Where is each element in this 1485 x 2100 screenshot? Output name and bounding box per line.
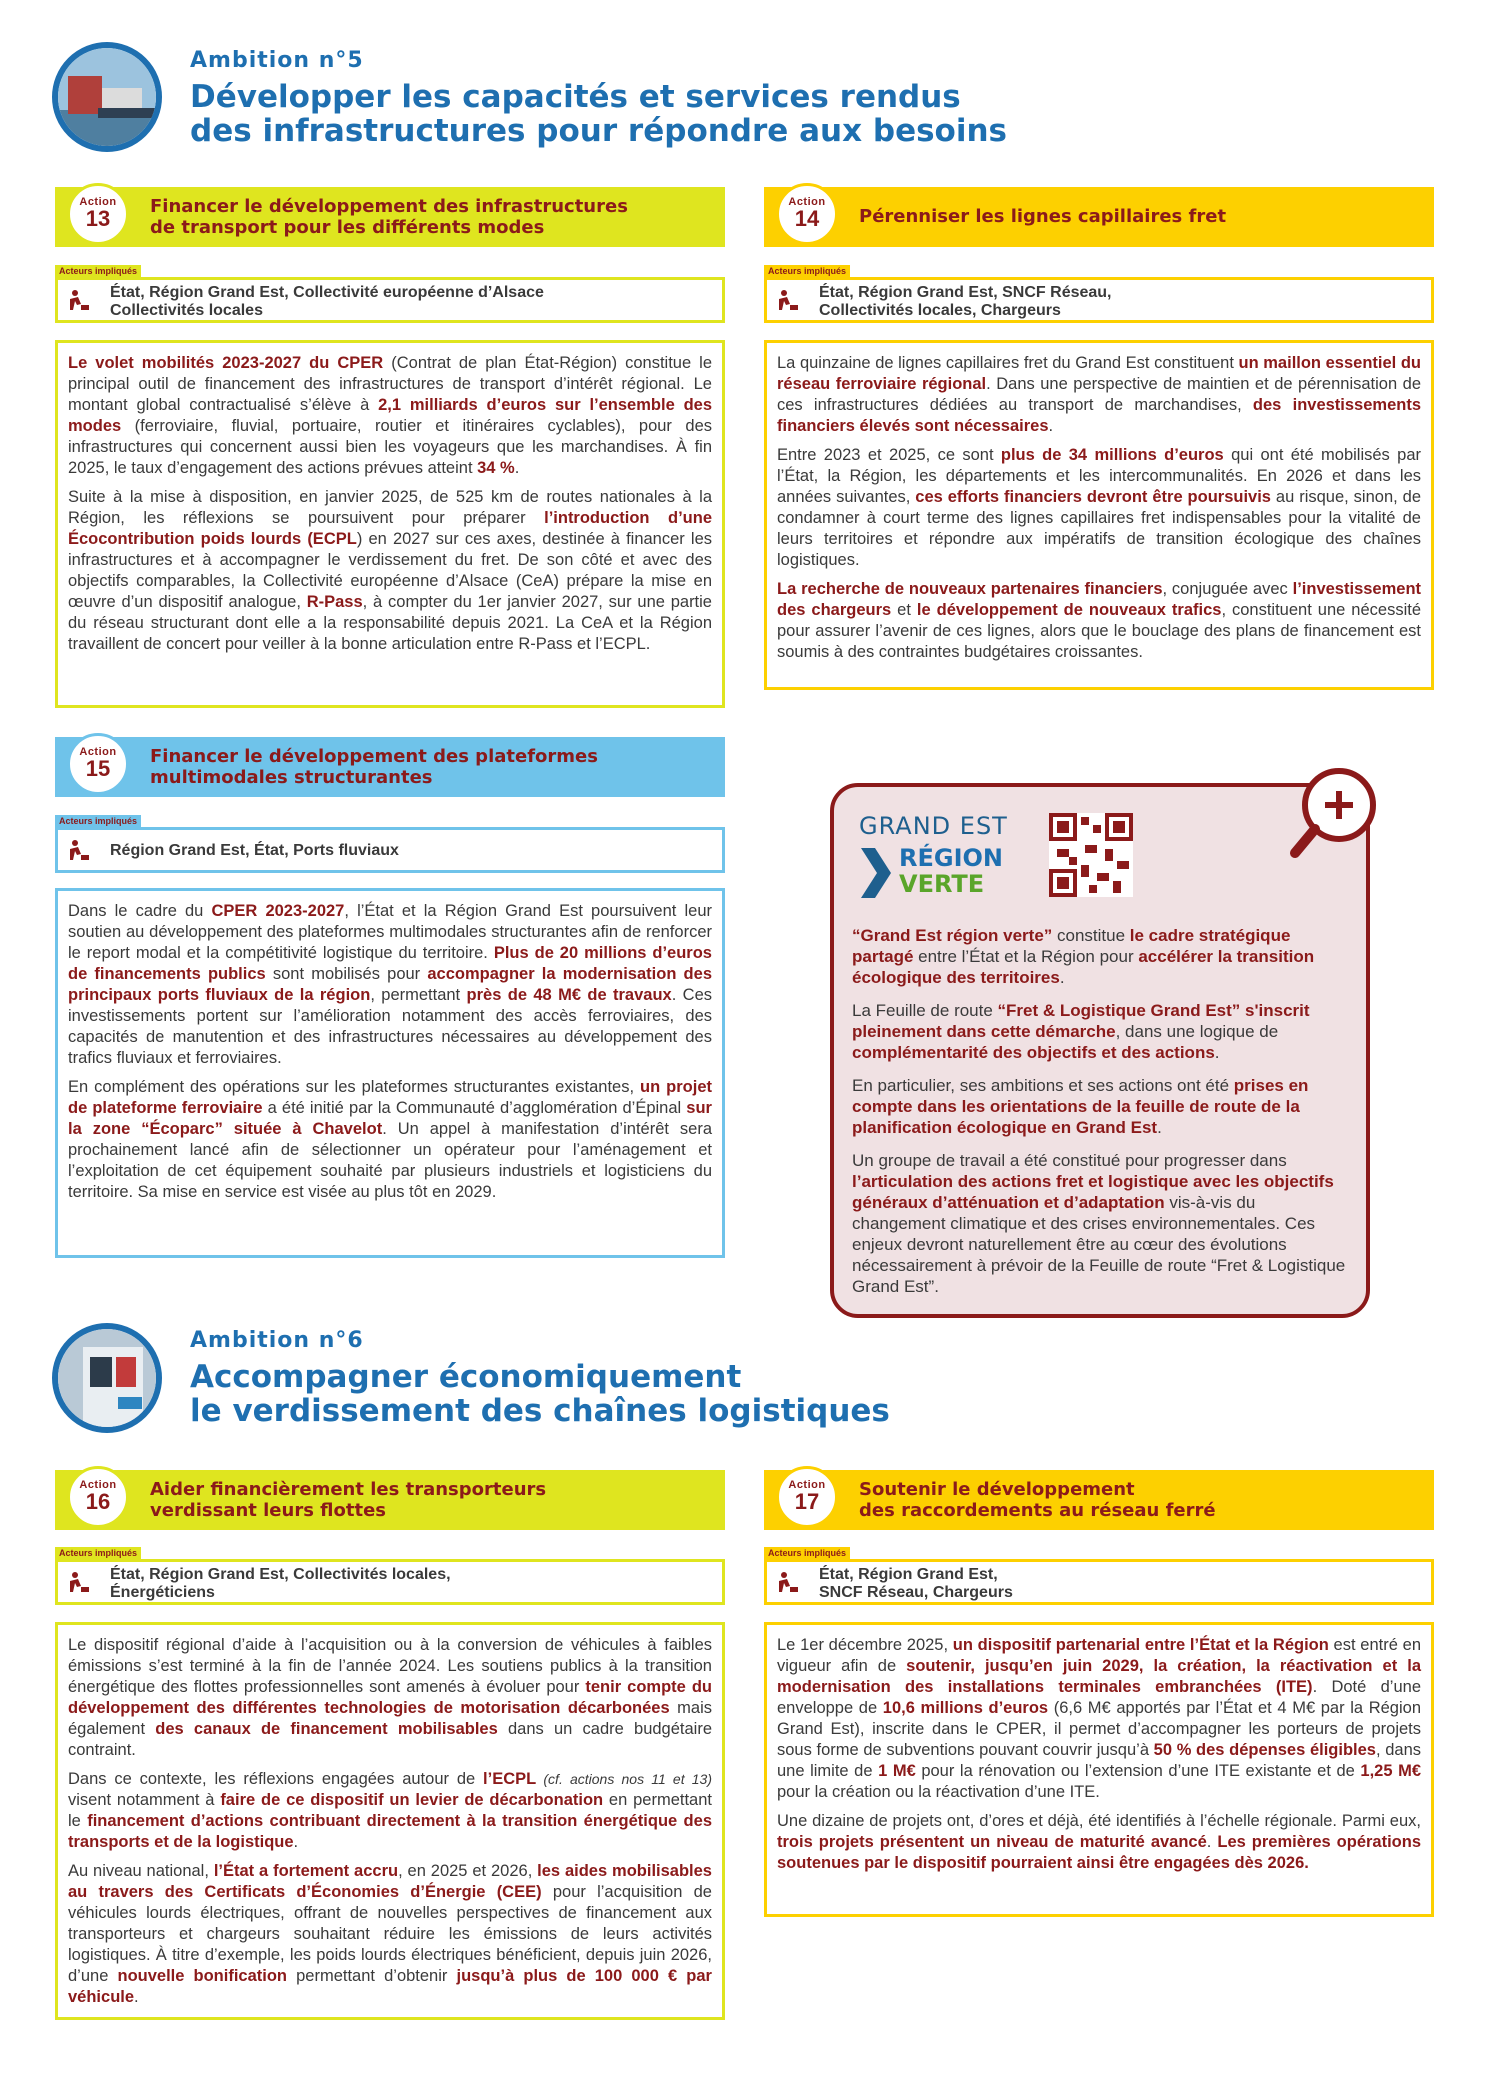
action14-title [859,206,1226,227]
highlight-text: des canaux de financement mobilisables [155,1720,498,1738]
action16-actors-line2: Énergéticiens [110,1584,215,1601]
action15-title-line2: multimodales structurantes [150,767,433,788]
action13-title-line2: de transport pour les différents modes [150,217,545,238]
action14-number: 14 [794,206,820,231]
magnifier-plus-icon [1289,767,1379,867]
body-text: vis-à-vis du changement climatique et des crises environnementales. Ces enjeux devront naturellement être au cœur des évolutions nécessairement à prévoir de la Feuille de route “Fret & Logistique Grand Est”. [852,1193,1346,1296]
body-text: . Un appel à manifestation d’intérêt sera prochainement lancé afin de sélectionner un opérateur pour l’aménagement et l’exploitation de cet équipement souhaité par plusieurs industriels et logisticiens du territoire. Sa mise en service est visée au plus tôt en 2029. [68,1120,712,1201]
ambition6-title-line1: Accompagner économiquement [190,1359,742,1395]
action15-paragraph [68,1077,712,1203]
body-text: et [891,601,917,619]
action15-number: 15 [85,756,111,781]
action17-actors-box [764,1559,1434,1605]
action13-actors-tag: Acteurs impliqués [55,265,141,277]
highlight-text: Les premières opérations soutenues par le dispositif pourraient ainsi être engagées dès 2026. [777,1833,1422,1872]
highlight-text: 2,1 milliards d’euros sur l’ensemble des modes [68,396,712,435]
body-text: (Contrat de plan État-Région) constitue le principal outil de financement des infrastructures de transport d’intérêt régional. Le montant global contractualisé s’élève à [68,354,713,414]
highlight-text: 34 % [477,459,515,477]
body-text: . [514,459,520,477]
body-text: . Doté d’une enveloppe de [777,1678,1422,1717]
body-text: La Feuille de route [852,1001,998,1020]
ambition5-title-line1: Développer les capacités et services rendus [190,79,961,115]
body-text: Le 1er décembre 2025, [777,1636,953,1654]
action15-paragraph [68,901,712,1069]
action17-actors-line1: État, Région Grand Est, [819,1566,998,1583]
body-text: Une dizaine de projets ont, d’ores et déjà, été identifiés à l’échelle régionale. Parmi eux, [777,1812,1421,1830]
highlight-text: La recherche de nouveaux partenaires financiers [777,580,1163,598]
region-verte-paragraph [852,925,1352,988]
body-text: . [293,1833,299,1851]
action13-title-line1: Financer le développement des infrastructures [150,196,628,217]
action14-body [764,340,1434,690]
action13-actors-line1: État, Région Grand Est, Collectivité européenne d’Alsace [110,284,544,301]
action13-header [55,187,725,247]
action14-actors-line1: État, Région Grand Est, SNCF Réseau, [819,284,1112,301]
region-verte-paragraph [852,1000,1352,1063]
action17-title-line1: Soutenir le développement [859,1479,1135,1500]
action17-body [764,1622,1434,1917]
action13-actors-line2: Collectivités locales [110,302,263,319]
action13-badge [67,183,129,245]
worker-icon [66,838,90,862]
action13-body [55,340,725,708]
action14-paragraph [777,353,1421,437]
body-text: Dans le cadre du [68,902,212,920]
body-text: pour l’acquisition de véhicules lourds électriques, offrant de nouvelles perspectives de financement aux transporteurs et chargeurs souhaitant réduire les émissions de leurs activités logistiques. À titre d’exemple, les poids lourds électriques bénéficient, depuis juin 2026, d’une [68,1883,712,1985]
action17-actors-tag: Acteurs impliqués [764,1547,850,1559]
body-text: visent notamment à [68,1791,221,1809]
worker-icon [66,1570,90,1594]
highlight-text: soutenir, jusqu’en juin 2029, la création, la réactivation et la modernisation des installations terminales embranchées (ITE) [777,1657,1421,1696]
action15-body [55,888,725,1258]
body-text: (ferroviaire, fluvial, portuaire, routier et itinéraires cyclables), pour des infrastructures qui concernent aussi bien les voyageurs que les marchandises. À fin 2025, le taux d’engagement des actions prévues atteint [68,417,712,477]
body-text: a été initié par la Communauté d’agglomération d’Épinal [262,1099,687,1117]
highlight-text: faire de ce dispositif un levier de décarbonation [220,1791,604,1809]
body-text: . Ces investissements portent sur l’amélioration notamment des accès ferroviaires, des capacités de manutention et des infrastructures nécessaires au développement des trafics fluviaux et ferroviaires. [68,986,712,1067]
region-verte-paragraph [852,1075,1352,1138]
highlight-text: l’ECPL [483,1770,537,1788]
body-text: . [1048,417,1054,435]
highlight-text: prises en compte dans les orientations de la feuille de route de la planification écologique en Grand Est [852,1076,1309,1137]
region-verte-box [830,783,1370,1318]
body-text: Au niveau national, [68,1862,214,1880]
action17-title-line2: des raccordements au réseau ferré [859,1500,1216,1521]
ambition5-title-line2: des infrastructures pour répondre aux besoins [190,113,1007,149]
body-text: en permettant le [68,1791,712,1830]
body-text: , permettant [370,986,467,1004]
highlight-text: accélérer la transition écologique des territoires [852,947,1315,987]
body-text: pour la rénovation ou l’extension d’une ITE existante et de [915,1762,1361,1780]
action17-paragraph [777,1635,1421,1803]
body-text: , l’État et la Région Grand Est poursuivent leur soutien au développement des plateformes multimodales structurantes afin de renforcer le report modal et la compétitivité logistique du territoire. [68,902,712,962]
worker-icon [66,288,90,312]
action14-badge [776,183,838,245]
highlight-text: l’articulation des actions fret et logistique avec les objectifs généraux d’atténuation et d’adaptation [852,1172,1334,1212]
highlight-text: plus de 34 millions d’euros [1000,446,1224,464]
action16-number: 16 [85,1489,111,1514]
action17-word: Action [788,1479,826,1491]
body-text: Dans ce contexte, les réflexions engagées autour de [68,1770,484,1788]
body-text: mais également [68,1699,712,1738]
highlight-text: un projet de plateforme ferroviaire [68,1078,713,1117]
action17-number: 17 [794,1489,820,1514]
logo-line2: RÉGION [899,844,1003,872]
action14-actors [819,284,1112,320]
region-verte-text [852,925,1352,1309]
highlight-text: l’État a fortement accru [213,1862,399,1880]
highlight-text: “Fret & Logistique Grand Est” s'inscrit pleinement dans cette démarche [852,1001,1310,1041]
highlight-text: 1 M€ [878,1762,916,1780]
highlight-text: ces efforts financiers devront être poursuivis [915,488,1271,506]
body-text: Entre 2023 et 2025, ce sont [777,446,1001,464]
action16-paragraph [68,1769,712,1853]
highlight-text: 10,6 millions d’euros [882,1699,1049,1717]
highlight-text: “Grand Est région verte” [852,926,1053,945]
action17-title [859,1479,1216,1521]
body-text: , constituent une nécessité pour assurer l’avenir de ces lignes, alors que le bouclage des plans de financement est soumis à des contraintes budgétaires croissantes. [777,601,1421,661]
body-text: (6,6 M€ apportés par l’État et 4 M€ par la Région Grand Est), inscrite dans le CPER, il permet d’accompagner les porteurs de projets sous forme de subventions pouvant couvrir jusqu’à [777,1699,1421,1759]
action17-paragraph [777,1811,1421,1874]
body-text: sont mobilisés pour [265,965,428,983]
qr-code-icon[interactable] [1049,813,1133,897]
action17-actors [819,1566,1013,1602]
body-text: permettant d’obtenir [287,1967,457,1985]
body-text: . [1214,1043,1220,1062]
highlight-text: les aides mobilisables au travers des Certificats d’Économies d’Énergie (CEE) [68,1862,712,1901]
region-verte-paragraph [852,1150,1352,1297]
action17-badge [776,1466,838,1528]
highlight-text: le développement de nouveaux trafics [916,601,1222,619]
highlight-text: R-Pass [306,593,363,611]
action13-paragraph [68,353,712,479]
highlight-text: un maillon essentiel du réseau ferroviaire régional [777,354,1421,393]
body-text: . Dans une perspective de maintien et de pérennisation de ces infrastructures dédiées au transport de marchandises, [777,375,1421,414]
action16-actors [110,1566,451,1602]
body-text: Suite à la mise à disposition, en janvier 2025, de 525 km de routes nationales à la Région, les réflexions se poursuivent pour préparer [68,488,712,527]
action15-actors-tag: Acteurs impliqués [55,815,141,827]
body-text: au risque, sinon, de condamner à court terme des lignes capillaires fret indispensables pour la vitalité de leurs territoires et répondre aux impératifs de transition écologique des chaînes logistiques. [777,488,1421,569]
action15-actors [110,842,399,860]
body-text: En complément des opérations sur les plateformes structurantes existantes, [68,1078,641,1096]
action16-actors-tag: Acteurs impliqués [55,1547,141,1559]
highlight-text: accompagner la modernisation des principaux ports fluviaux de la région [68,965,712,1004]
action16-word: Action [79,1479,117,1491]
action16-badge [67,1466,129,1528]
body-text: , à compter du 1er janvier 2027, sur une partie du réseau structurant dont elle a la responsabilité depuis 2021. La CeA et la Région travaillent de concert pour veiller à la bonne articulation entre R-Pass et l’ECPL. [68,593,712,653]
body-text: , en 2025 et 2026, [398,1862,538,1880]
body-text: . [134,1988,139,2006]
ambition5-photo [52,42,162,152]
highlight-text: des investissements financiers élevés sont nécessaires [777,396,1422,435]
action17-header [764,1470,1434,1530]
ambition6-photo [52,1323,162,1433]
body-text: entre l’État et la Région pour [913,947,1139,966]
body-text: . [1157,1118,1162,1137]
action14-word: Action [788,196,826,208]
action16-title-line1: Aider financièrement les transporteurs [150,1479,547,1500]
body-text: dans un cadre budgétaire contraint. [68,1720,712,1759]
body-text: . [1206,1833,1218,1851]
highlight-text: 1,25 M€ [1360,1762,1422,1780]
action14-actors-tag: Acteurs impliqués [764,265,850,277]
action13-title [150,196,628,238]
body-text: , dans une limite de [777,1741,1422,1780]
highlight-text: Le volet mobilités 2023-2027 du CPER [68,354,384,372]
ambition5-title [190,80,1007,148]
body-text: Un groupe de travail a été constitué pour progresser dans [852,1151,1287,1170]
body-text: est entré en vigueur afin de [777,1636,1421,1675]
highlight-text: sur la zone “Écoparc” située à Chavelot [68,1099,712,1138]
highlight-text: financement d’actions contribuant directement à la transition énergétique des transports et de la logistique [68,1812,712,1851]
body-text: (cf. actions nos 11 et 13) [536,1771,712,1787]
body-text: constitue [1052,926,1130,945]
ambition6-label: Ambition n°6 [190,1328,364,1353]
action16-paragraph [68,1861,712,2008]
action16-actors-line1: État, Région Grand Est, Collectivités locales, [110,1566,451,1583]
action14-actors-box [764,277,1434,323]
region-verte-logo [859,812,1049,902]
action16-actors-box [55,1559,725,1605]
action15-title-line1: Financer le développement des plateformes [150,746,598,767]
ambition6-title-line2: le verdissement des chaînes logistiques [190,1393,890,1429]
body-text: pour la création ou la réactivation d’une ITE. [777,1783,1100,1801]
highlight-text: l’introduction d’une Écocontribution poids lourds (ECPL [68,509,712,548]
highlight-text: nouvelle bonification [117,1967,288,1985]
action13-word: Action [79,196,117,208]
body-text: Le dispositif régional d’aide à l’acquisition ou à la conversion de véhicules à faibles émissions s’est terminé à la fin de l’année 2024. Les soutiens publics à la transition énergétique des flottes professionnelles sont amenés à évoluer pour [68,1636,712,1696]
action15-actors-line1: Région Grand Est, État, Ports fluviaux [110,842,399,859]
body-text: La quinzaine de lignes capillaires fret du Grand Est constituent [777,354,1239,372]
ambition6-title [190,1360,890,1428]
body-text: . [1059,968,1065,987]
action14-paragraph [777,579,1421,663]
action14-title-line1: Pérenniser les lignes capillaires fret [859,206,1227,227]
action13-paragraph [68,487,712,655]
action15-title [150,746,598,788]
worker-icon [775,1570,799,1594]
action14-header [764,187,1434,247]
action15-word: Action [79,746,117,758]
action15-actors-box [55,827,725,873]
highlight-text: jusqu’à plus de 100 000 € par véhicule [68,1967,712,2006]
body-text: En particulier, ses ambitions et ses actions ont été [852,1076,1234,1095]
chevron-icon [861,848,891,898]
action17-actors-line2: SNCF Réseau, Chargeurs [819,1584,1013,1601]
body-text: , conjuguée avec [1162,580,1293,598]
action16-header [55,1470,725,1530]
logo-line1: GRAND EST [859,812,1008,840]
action14-actors-line2: Collectivités locales, Chargeurs [819,302,1061,319]
action14-paragraph [777,445,1421,571]
action16-title-line2: verdissant leurs flottes [150,1500,387,1521]
highlight-text: un dispositif partenarial entre l’État et la Région [952,1636,1329,1654]
action16-paragraph [68,1635,712,1761]
worker-icon [775,288,799,312]
action13-actors-box [55,277,725,323]
highlight-text: CPER 2023-2027 [211,902,345,920]
action16-body [55,1622,725,2020]
logo-line3: VERTE [899,870,985,898]
action15-badge [67,733,129,795]
highlight-text: 50 % des dépenses éligibles [1153,1741,1376,1759]
ambition5-label: Ambition n°5 [190,48,364,73]
body-text: , dans une logique de [1115,1022,1279,1041]
highlight-text: l’investissement des chargeurs [777,580,1422,619]
highlight-text: trois projets présentent un niveau de maturité avancé [777,1833,1207,1851]
body-text: qui ont été mobilisés par l’État, la Région, les départements et les intercommunalités. En 2026 et dans les années suivantes, [777,446,1421,506]
body-text: ) en 2027 sur ces axes, destinée à financer les infrastructures et à accompagner le verdissement du fret. De son côté et avec des objectifs comparables, la Collectivité européenne d’Alsace (CeA) prépare la mise en œuvre d’un dispositif analogue, [68,530,712,611]
action15-header [55,737,725,797]
highlight-text: complémentarité des objectifs et des actions [852,1043,1215,1062]
action13-number: 13 [85,206,111,231]
highlight-text: Plus de 20 millions d’euros de financements publics [68,944,712,983]
highlight-text: tenir compte du développement des différentes technologies de motorisation décarbonées [68,1678,712,1717]
action13-actors [110,284,544,320]
action16-title [150,1479,546,1521]
highlight-text: près de 48 M€ de travaux [466,986,672,1004]
highlight-text: le cadre stratégique partagé [852,926,1291,966]
